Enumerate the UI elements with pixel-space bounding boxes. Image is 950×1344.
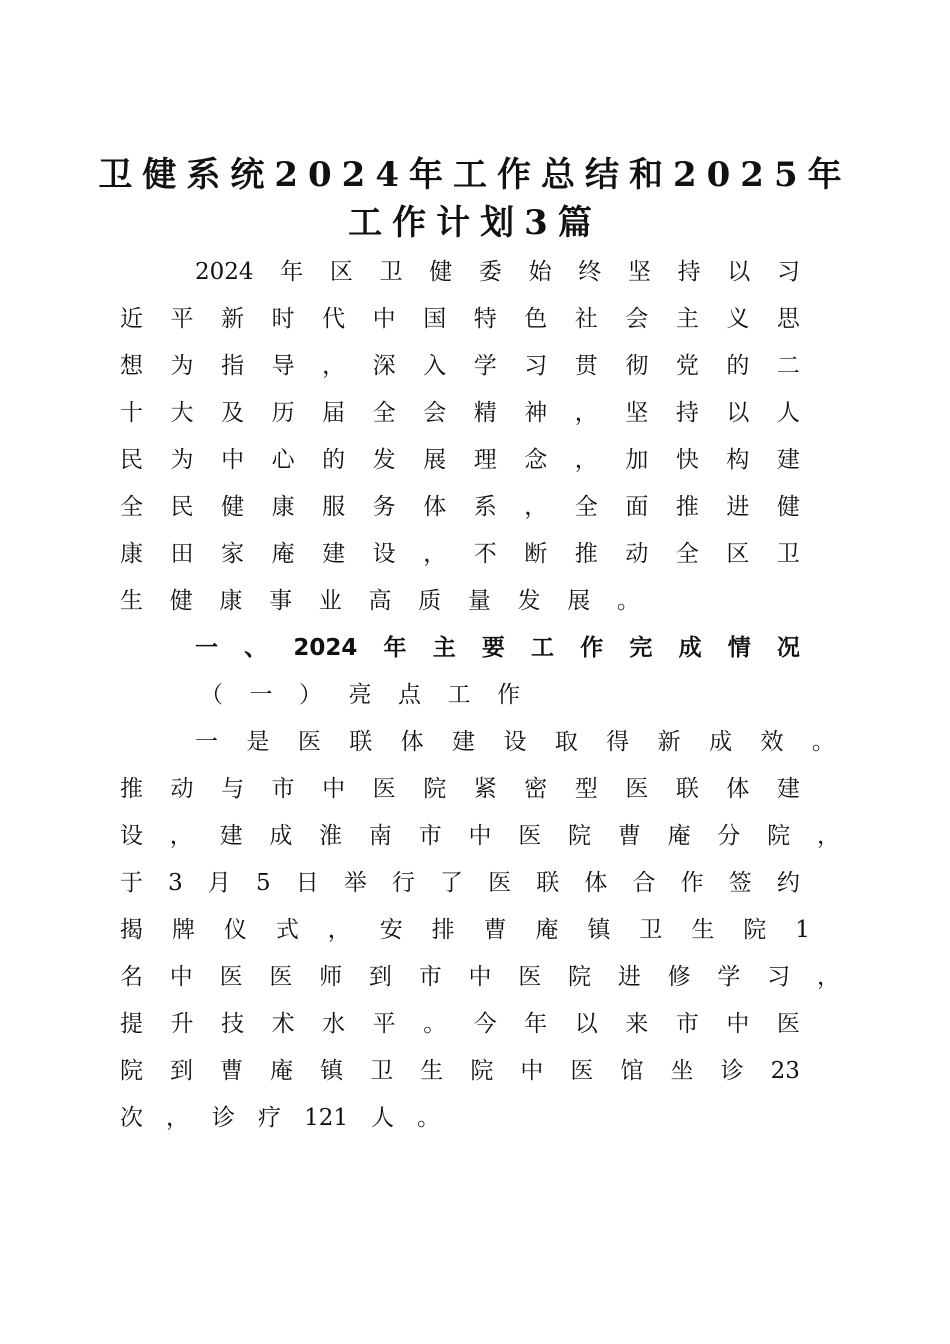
text-token: 量: [467, 588, 491, 614]
text-token: 始: [528, 259, 552, 285]
text-token: 时: [271, 306, 295, 332]
text-token: 区: [726, 541, 750, 567]
paragraph-line: [120, 910, 810, 950]
text-token: 服: [322, 494, 346, 520]
text-token: 型: [574, 776, 598, 802]
text-token: 分: [717, 823, 741, 849]
text-token: 卫: [370, 1058, 394, 1084]
text-token: 市: [675, 1011, 699, 1037]
text-token: 全: [120, 494, 143, 520]
text-token: 生: [420, 1058, 444, 1084]
text-token: ，: [574, 400, 598, 426]
text-token: 习: [767, 964, 791, 990]
text-token: 坚: [627, 259, 651, 285]
text-token: 3: [168, 870, 183, 896]
paragraph-line: [195, 252, 800, 292]
text-token: 党: [675, 353, 699, 379]
text-token: 特: [473, 306, 497, 332]
text-token: 加: [625, 447, 649, 473]
text-token: 代: [322, 306, 346, 332]
text-token: 设: [120, 823, 143, 849]
text-token: 及: [221, 400, 245, 426]
document-title-line-2: 工作计划3篇: [348, 203, 602, 243]
text-token: 121: [304, 1105, 348, 1131]
text-token: 中: [520, 1058, 544, 1084]
paragraph-line: [120, 534, 800, 574]
text-token: 入: [423, 353, 447, 379]
text-token: 医: [488, 870, 512, 896]
text-token: 断: [524, 541, 548, 567]
text-token: 排: [431, 917, 455, 943]
paragraph-line: [120, 393, 800, 433]
text-token: 密: [524, 776, 548, 802]
text-token: 联: [349, 729, 373, 755]
text-token: 平: [372, 1011, 396, 1037]
text-token: 升: [170, 1011, 194, 1037]
text-token: 年: [383, 635, 407, 661]
text-token: 建: [219, 823, 243, 849]
text-token: 建: [322, 541, 346, 567]
text-token: 点: [398, 682, 421, 708]
text-token: 区: [329, 259, 353, 285]
text-token: 展: [567, 588, 591, 614]
text-token: 快: [675, 447, 699, 473]
text-token: 医: [269, 964, 293, 990]
text-token: 发: [372, 447, 396, 473]
section-heading: [195, 628, 800, 668]
text-token: 效: [760, 729, 784, 755]
text-token: 揭: [120, 917, 143, 943]
text-token: 院: [568, 964, 592, 990]
text-token: 医: [372, 776, 396, 802]
text-token: 会: [423, 400, 447, 426]
text-token: 年: [280, 259, 304, 285]
text-token: ，: [816, 823, 840, 849]
text-token: 作: [497, 682, 520, 708]
text-token: 院: [743, 917, 767, 943]
text-token: 卫: [776, 541, 800, 567]
text-token: 师: [319, 964, 343, 990]
text-token: 合: [632, 870, 656, 896]
text-token: 庵: [535, 917, 559, 943]
text-token: ，: [169, 823, 193, 849]
text-token: 成: [678, 635, 702, 661]
text-token: 全: [675, 541, 699, 567]
text-token: 学: [717, 964, 741, 990]
text-token: 推: [574, 541, 598, 567]
text-token: 坐: [670, 1058, 694, 1084]
text-token: 馆: [620, 1058, 644, 1084]
text-token: 面: [625, 494, 649, 520]
text-token: 委: [478, 259, 502, 285]
text-token: 社: [574, 306, 598, 332]
text-token: 成: [709, 729, 733, 755]
text-token: 镇: [320, 1058, 344, 1084]
text-token: 康: [219, 588, 243, 614]
text-token: 医: [570, 1058, 594, 1084]
text-token: 要: [481, 635, 505, 661]
text-token: 以: [574, 1011, 598, 1037]
text-token: 健: [221, 494, 245, 520]
text-token: 平: [170, 306, 194, 332]
paragraph-line: [120, 769, 800, 809]
text-token: 民: [170, 494, 194, 520]
text-token: 紧: [473, 776, 497, 802]
text-token: 届: [322, 400, 346, 426]
text-token: 联: [536, 870, 560, 896]
text-token: 发: [517, 588, 541, 614]
text-token: 念: [524, 447, 548, 473]
text-token: ，: [166, 1105, 190, 1131]
text-token: 院: [120, 1058, 143, 1084]
text-token: 市: [271, 776, 295, 802]
text-token: ，: [524, 494, 548, 520]
text-token: 南: [368, 823, 392, 849]
text-token: 是: [246, 729, 270, 755]
text-token: 。: [811, 729, 835, 755]
text-token: 仪: [223, 917, 247, 943]
paragraph-line: [120, 581, 640, 621]
paragraph-line: [195, 722, 835, 762]
text-token: 取: [554, 729, 578, 755]
text-token: 持: [677, 259, 701, 285]
text-token: 设: [503, 729, 527, 755]
text-token: 院: [767, 823, 791, 849]
text-token: 水: [322, 1011, 346, 1037]
paragraph-line: [120, 1051, 800, 1091]
text-token: 新: [221, 306, 245, 332]
text-token: 来: [625, 1011, 649, 1037]
text-token: 健: [169, 588, 193, 614]
text-token: 动: [625, 541, 649, 567]
text-token: 庵: [271, 541, 295, 567]
text-token: 康: [271, 494, 295, 520]
text-token: 国: [423, 306, 447, 332]
text-token: ，: [423, 541, 447, 567]
text-token: 提: [120, 1011, 143, 1037]
text-token: 医: [518, 823, 542, 849]
paragraph-line: [120, 863, 800, 903]
text-token: 医: [297, 729, 321, 755]
text-token: 学: [473, 353, 497, 379]
text-token: 诊: [212, 1105, 236, 1131]
text-token: 务: [372, 494, 396, 520]
text-token: 。: [616, 588, 640, 614]
text-token: 行: [391, 870, 415, 896]
text-token: 完: [629, 635, 653, 661]
text-token: 。: [417, 1105, 440, 1131]
text-token: 习: [776, 259, 800, 285]
text-token: 中: [221, 447, 245, 473]
text-token: 思: [776, 306, 800, 332]
text-token: 工: [531, 635, 555, 661]
document-title-line-1: 卫健系统2024年工作总结和2025年: [98, 155, 852, 195]
paragraph-line: [120, 1004, 800, 1044]
text-token: 1: [795, 917, 810, 943]
text-token: 医: [219, 964, 243, 990]
text-token: 与: [221, 776, 245, 802]
text-token: 淮: [319, 823, 343, 849]
text-token: 月: [207, 870, 231, 896]
paragraph-line: [120, 487, 800, 527]
text-token: 23: [770, 1058, 800, 1084]
text-token: 以: [727, 259, 751, 285]
text-token: 卫: [639, 917, 663, 943]
text-token: 中: [372, 306, 396, 332]
text-token: 。: [423, 1011, 447, 1037]
text-token: 日: [295, 870, 319, 896]
text-token: 系: [473, 494, 497, 520]
text-token: 贯: [574, 353, 598, 379]
text-token: 曹: [220, 1058, 244, 1084]
text-token: 康: [120, 541, 143, 567]
text-token: 医: [776, 1011, 800, 1037]
text-token: 院: [568, 823, 592, 849]
text-token: 主: [675, 306, 699, 332]
text-token: 庵: [667, 823, 691, 849]
text-token: 得: [606, 729, 630, 755]
text-token: 业: [318, 588, 342, 614]
text-token: 曹: [617, 823, 641, 849]
text-token: 于: [120, 870, 143, 896]
text-token: 庵: [270, 1058, 294, 1084]
text-token: 建: [776, 776, 800, 802]
text-token: 人: [370, 1105, 394, 1131]
text-token: 修: [667, 964, 691, 990]
text-token: 院: [470, 1058, 494, 1084]
paragraph-line: [120, 440, 800, 480]
text-token: 镇: [587, 917, 611, 943]
text-token: 成: [269, 823, 293, 849]
text-token: 展: [423, 447, 447, 473]
text-token: 历: [271, 400, 295, 426]
text-token: ，: [574, 447, 598, 473]
text-token: 田: [170, 541, 194, 567]
text-token: 术: [271, 1011, 295, 1037]
text-token: 建: [452, 729, 476, 755]
text-token: 市: [418, 823, 442, 849]
text-token: 近: [120, 306, 143, 332]
text-token: 二: [776, 353, 800, 379]
text-token: 今: [473, 1011, 497, 1037]
text-token: ，: [322, 353, 346, 379]
text-token: 、: [244, 635, 268, 661]
text-token: 生: [691, 917, 715, 943]
text-token: 健: [776, 494, 800, 520]
text-token: 心: [271, 447, 295, 473]
text-token: 神: [524, 400, 548, 426]
text-token: 会: [625, 306, 649, 332]
paragraph-line: [120, 1098, 440, 1138]
text-token: 健: [429, 259, 453, 285]
text-token: 体: [584, 870, 608, 896]
text-token: 进: [726, 494, 750, 520]
text-token: 院: [423, 776, 447, 802]
text-token: 全: [372, 400, 396, 426]
text-token: 持: [675, 400, 699, 426]
text-token: 新: [657, 729, 681, 755]
text-token: 一: [195, 729, 218, 755]
text-token: 技: [221, 1011, 245, 1037]
text-token: 为: [170, 353, 194, 379]
text-token: 十: [120, 400, 143, 426]
subsection-heading: [200, 675, 520, 715]
text-token: 中: [169, 964, 193, 990]
text-token: 进: [617, 964, 641, 990]
text-token: 次: [120, 1105, 143, 1131]
text-token: 理: [473, 447, 497, 473]
paragraph-line: [120, 816, 840, 856]
text-token: 情: [727, 635, 751, 661]
text-token: 作: [580, 635, 604, 661]
text-token: 不: [473, 541, 497, 567]
text-token: 了: [440, 870, 464, 896]
text-token: 的: [726, 353, 750, 379]
text-token: 名: [120, 964, 143, 990]
text-token: 事: [269, 588, 293, 614]
text-token: 亮: [348, 682, 372, 708]
text-token: 色: [524, 306, 548, 332]
text-token: 医: [625, 776, 649, 802]
text-token: 为: [170, 447, 194, 473]
text-token: 举: [343, 870, 367, 896]
text-token: 式: [275, 917, 299, 943]
paragraph-line: [120, 346, 800, 386]
text-token: 一: [249, 682, 273, 708]
text-token: 年: [524, 1011, 548, 1037]
text-token: 中: [726, 1011, 750, 1037]
text-token: 民: [120, 447, 143, 473]
text-token: 中: [322, 776, 346, 802]
text-token: 诊: [720, 1058, 744, 1084]
text-token: 到: [170, 1058, 194, 1084]
text-token: 的: [322, 447, 346, 473]
text-token: 义: [726, 306, 750, 332]
text-token: 一: [195, 635, 218, 661]
text-token: 深: [372, 353, 396, 379]
text-token: 到: [368, 964, 392, 990]
text-token: 大: [170, 400, 194, 426]
text-token: 构: [726, 447, 750, 473]
text-token: 家: [221, 541, 245, 567]
text-token: 坚: [625, 400, 649, 426]
text-token: 中: [468, 823, 492, 849]
text-token: 体: [400, 729, 424, 755]
text-token: 生: [120, 588, 143, 614]
text-token: 曹: [483, 917, 507, 943]
text-token: 主: [432, 635, 456, 661]
text-token: 高: [368, 588, 392, 614]
text-token: 设: [372, 541, 396, 567]
text-token: 2024: [195, 259, 254, 285]
paragraph-line: [120, 957, 840, 997]
text-token: 5: [255, 870, 271, 896]
text-token: 全: [574, 494, 598, 520]
text-token: 以: [726, 400, 750, 426]
text-token: 习: [524, 353, 548, 379]
text-token: 彻: [625, 353, 649, 379]
text-token: 人: [776, 400, 800, 426]
text-token: 指: [221, 353, 245, 379]
text-token: 签: [728, 870, 752, 896]
text-token: 约: [776, 870, 800, 896]
text-token: 工: [447, 682, 471, 708]
text-token: 况: [776, 635, 800, 661]
text-token: 体: [423, 494, 447, 520]
text-token: 牌: [171, 917, 195, 943]
text-token: 作: [680, 870, 704, 896]
text-token: 导: [271, 353, 295, 379]
text-token: 联: [675, 776, 699, 802]
text-token: 精: [473, 400, 497, 426]
paragraph-line: [120, 299, 800, 339]
text-token: 质: [418, 588, 442, 614]
text-token: ，: [327, 917, 351, 943]
text-token: 医: [518, 964, 542, 990]
text-token: （: [200, 682, 223, 708]
text-token: 终: [578, 259, 602, 285]
text-token: 建: [776, 447, 800, 473]
text-token: 卫: [379, 259, 403, 285]
text-token: 2024: [293, 635, 358, 661]
text-token: 安: [379, 917, 403, 943]
text-token: 疗: [258, 1105, 282, 1131]
text-token: ，: [816, 964, 840, 990]
text-token: 体: [726, 776, 750, 802]
text-token: 中: [468, 964, 492, 990]
text-token: 想: [120, 353, 143, 379]
text-token: 推: [120, 776, 143, 802]
text-token: ）: [299, 682, 322, 708]
text-token: 动: [170, 776, 194, 802]
text-token: 市: [418, 964, 442, 990]
text-token: 推: [675, 494, 699, 520]
